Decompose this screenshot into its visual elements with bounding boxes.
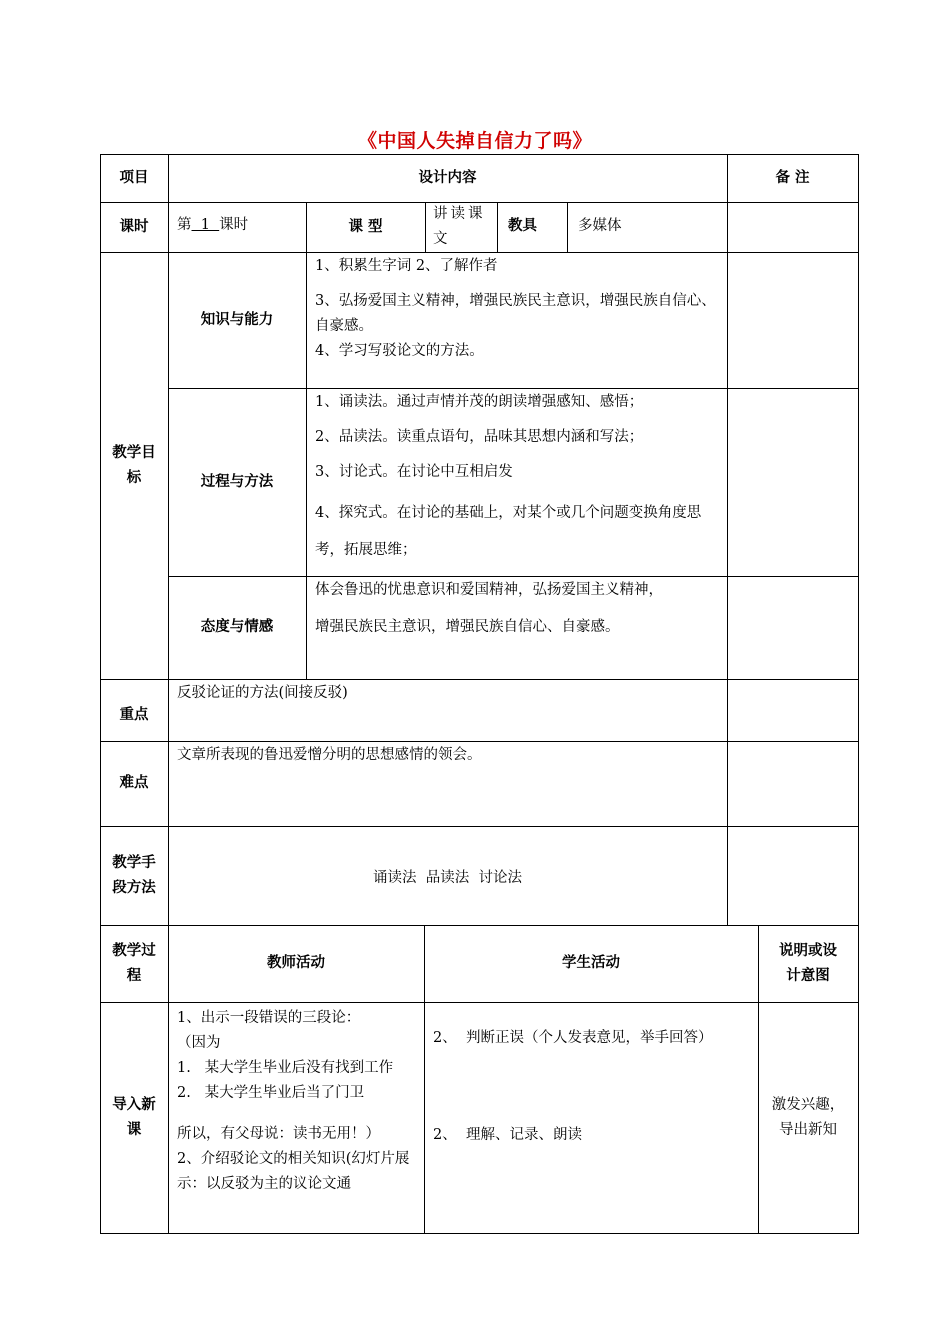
period-label: 课时 (119, 218, 149, 235)
process-line: 4、探究式。在讨论的基础上，对某个或几个问题变换角度思考，拓展思维； (315, 505, 702, 558)
student-activity-header: 学生活动 (562, 955, 620, 971)
teacher-line: 1、出示一段错误的三段论： (177, 1010, 361, 1026)
knowledge-label: 知识与能力 (200, 311, 274, 328)
knowledge-content (306, 252, 727, 388)
methods-content: 诵读法 品读法 讨论法 (373, 870, 522, 886)
process-line: 2、品读法。读重点语句，品味其思想内涵和写法； (315, 429, 644, 445)
process-line: 1、诵读法。通过声情并茂的朗读增强感知、感悟； (315, 394, 644, 410)
knowledge-line: 1、积累生字词 2、了解作者 (315, 258, 498, 274)
header-item: 项目 (119, 169, 149, 186)
teacher-line: 所以，有父母说：读书无用！） (177, 1126, 380, 1142)
student-activity-content (424, 1002, 758, 1233)
difficulty-content: 文章所表现的鲁迅爱憎分明的思想感情的领会。 (177, 747, 482, 763)
teacher-activity-content (168, 1002, 424, 1233)
objectives-label: 教学目标 (112, 444, 156, 486)
lesson-plan-table (100, 154, 859, 1234)
document-title: 《中国人失掉自信力了吗》 (357, 130, 592, 152)
difficulty-label: 难点 (119, 775, 149, 791)
period-number: 1 (191, 217, 220, 233)
teacher-activity-header: 教师活动 (267, 955, 325, 971)
process-label: 过程与方法 (200, 473, 274, 490)
period-value: 第 1 课时 (177, 217, 249, 233)
attitude-line: 体会鲁迅的忧患意识和爱国精神，弘扬爱国主义精神， (315, 582, 663, 598)
teacher-line: 2. 某大学生毕业后当了门卫 (177, 1085, 365, 1101)
header-design: 设计内容 (418, 169, 477, 186)
methods-label: 教学手段方法 (112, 854, 156, 896)
key-point-content: 反驳论证的方法(间接反驳) (177, 685, 348, 701)
teaching-tools-label: 教具 (508, 218, 537, 234)
header-notes: 备 注 (775, 169, 810, 186)
student-line: 2、 判断正误（个人发表意见，举手回答） (433, 1030, 713, 1046)
attitude-content (306, 576, 727, 679)
design-intent-header: 说明或设计意图 (779, 942, 837, 984)
teacher-line: （因为 (177, 1035, 221, 1051)
student-line: 2、 理解、记录、朗读 (433, 1127, 582, 1143)
attitude-label: 态度与情感 (200, 619, 274, 635)
teacher-line: 2、介绍驳论文的相关知识(幻灯片展示：以反驳为主的议论文通 (177, 1151, 410, 1192)
knowledge-line: 4、学习写驳论文的方法。 (315, 343, 484, 359)
attitude-line: 增强民族民主意识，增强民族自信心、自豪感。 (315, 619, 620, 635)
key-point-label: 重点 (119, 706, 149, 723)
lesson-type-label: 课 型 (348, 218, 383, 235)
process-content (306, 388, 727, 576)
process-line: 3、讨论式。在讨论中互相启发 (315, 464, 513, 480)
knowledge-line: 3、弘扬爱国主义精神，增强民族民主意识，增强民族自信心、自豪感。 (315, 293, 716, 334)
teacher-line: 1. 某大学生毕业后没有找到工作 (177, 1060, 394, 1076)
intro-label: 导入新课 (112, 1096, 156, 1138)
lesson-type-value: 讲读课文 (433, 206, 486, 247)
teaching-tools-value: 多媒体 (578, 218, 622, 234)
process-header-label: 教学过程 (112, 942, 156, 984)
intro-intent-content: 激发兴趣，导出新知 (771, 1096, 845, 1138)
